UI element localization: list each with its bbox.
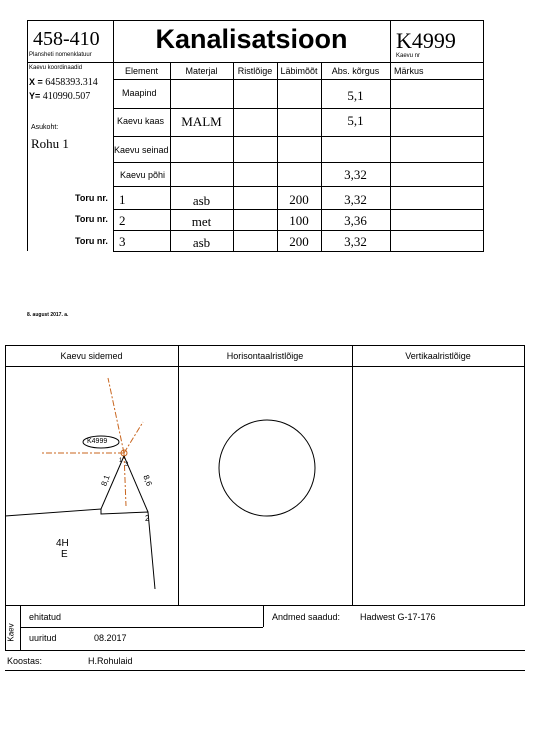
building-label-height: 4H	[56, 538, 69, 549]
pipe-diameter-3: 200	[289, 234, 309, 249]
well-tag-label: K4999	[87, 438, 108, 445]
measured-value: 08.2017	[94, 633, 127, 643]
pipe-label-2: Toru nr.	[75, 214, 108, 224]
lid-abs: 5,1	[347, 113, 364, 128]
col-cross-section: Ristlõige	[237, 66, 273, 76]
pipe-diameter-2: 100	[289, 213, 309, 228]
bottom-abs: 3,32	[344, 167, 367, 182]
coords-label: Kaevu koordinaadid	[29, 65, 83, 71]
row-lid: Kaevu kaas	[117, 116, 165, 126]
pipe-label-3: Toru nr.	[75, 236, 108, 246]
y-label: Y=	[29, 91, 41, 101]
map-sheet-label: Plansheti nomenklatuur	[29, 52, 92, 58]
measured-label: uuritud	[29, 633, 57, 643]
col-diameter: Läbimõõt	[280, 66, 318, 76]
connection-line-northeast	[124, 422, 143, 453]
panel-title-vertical: Vertikaalristlõige	[405, 351, 471, 361]
x-value: 6458393.314	[45, 77, 98, 88]
pipe-material-3: asb	[192, 235, 211, 250]
site-value: Rohu 1	[31, 136, 69, 151]
pipe-material-2: met	[191, 214, 212, 229]
panel-title-connections: Kaevu sidemed	[60, 351, 123, 361]
y-coordinate	[29, 91, 90, 102]
document-date: 8. august 2017. a.	[27, 312, 69, 318]
connection-line-north	[108, 378, 124, 453]
x-coordinate	[29, 77, 98, 88]
x-label: X =	[29, 77, 43, 87]
y-value: 410990.507	[42, 91, 91, 102]
col-material: Materjal	[185, 66, 218, 76]
well-connections-sketch	[5, 366, 178, 605]
pipe-label-1: Toru nr.	[75, 193, 108, 203]
horizontal-cross-section-drawing	[178, 366, 352, 605]
col-note: Märkus	[394, 66, 424, 76]
row-ground: Maapind	[122, 88, 157, 98]
row-bottom: Kaevu põhi	[120, 170, 166, 180]
dimension-right: 8,6	[141, 473, 154, 488]
panel-title-horizontal: Horisontaalristlõige	[226, 351, 304, 361]
site-label: Asukoht:	[31, 124, 59, 131]
page-title: Kanalisatsioon	[155, 24, 348, 54]
pipe-material-1: asb	[192, 193, 211, 208]
map-sheet-number: 458-410	[33, 28, 100, 50]
dimension-left: 8,1	[99, 473, 112, 488]
pipe-diameter-1: 200	[289, 192, 309, 207]
point-label-1: 1	[119, 458, 123, 464]
ground-abs: 5,1	[347, 88, 364, 103]
col-abs-height: Abs. kõrgus	[331, 66, 380, 76]
well-number-label: Kaevu nr	[396, 53, 421, 59]
row-walls: Kaevu seinad	[114, 145, 169, 155]
pipe-no-3: 3	[119, 234, 126, 249]
compiled-label: Koostas:	[7, 656, 43, 666]
point-label-2: 2	[145, 514, 150, 523]
pipe-no-1: 1	[119, 192, 126, 207]
data-source-label: Andmed saadud:	[272, 612, 341, 622]
pipe-abs-2: 3,36	[344, 213, 367, 228]
well-circle-outline	[219, 420, 315, 516]
pipe-abs-1: 3,32	[344, 192, 367, 207]
building-outline	[5, 509, 155, 589]
compiled-value: H.Rohulaid	[88, 656, 133, 666]
data-source-value: Hadwest G-17-176	[360, 612, 436, 622]
building-label-type: E	[61, 549, 68, 560]
col-element: Element	[124, 66, 159, 76]
pipe-no-2: 2	[119, 213, 126, 228]
lid-material: MALM	[181, 114, 222, 129]
built-label: ehitatud	[29, 612, 62, 622]
pipe-abs-3: 3,32	[344, 234, 367, 249]
footer-side-label: Kaev	[6, 623, 16, 642]
well-number: K4999	[396, 28, 456, 53]
point-label-3: 3	[125, 462, 129, 468]
